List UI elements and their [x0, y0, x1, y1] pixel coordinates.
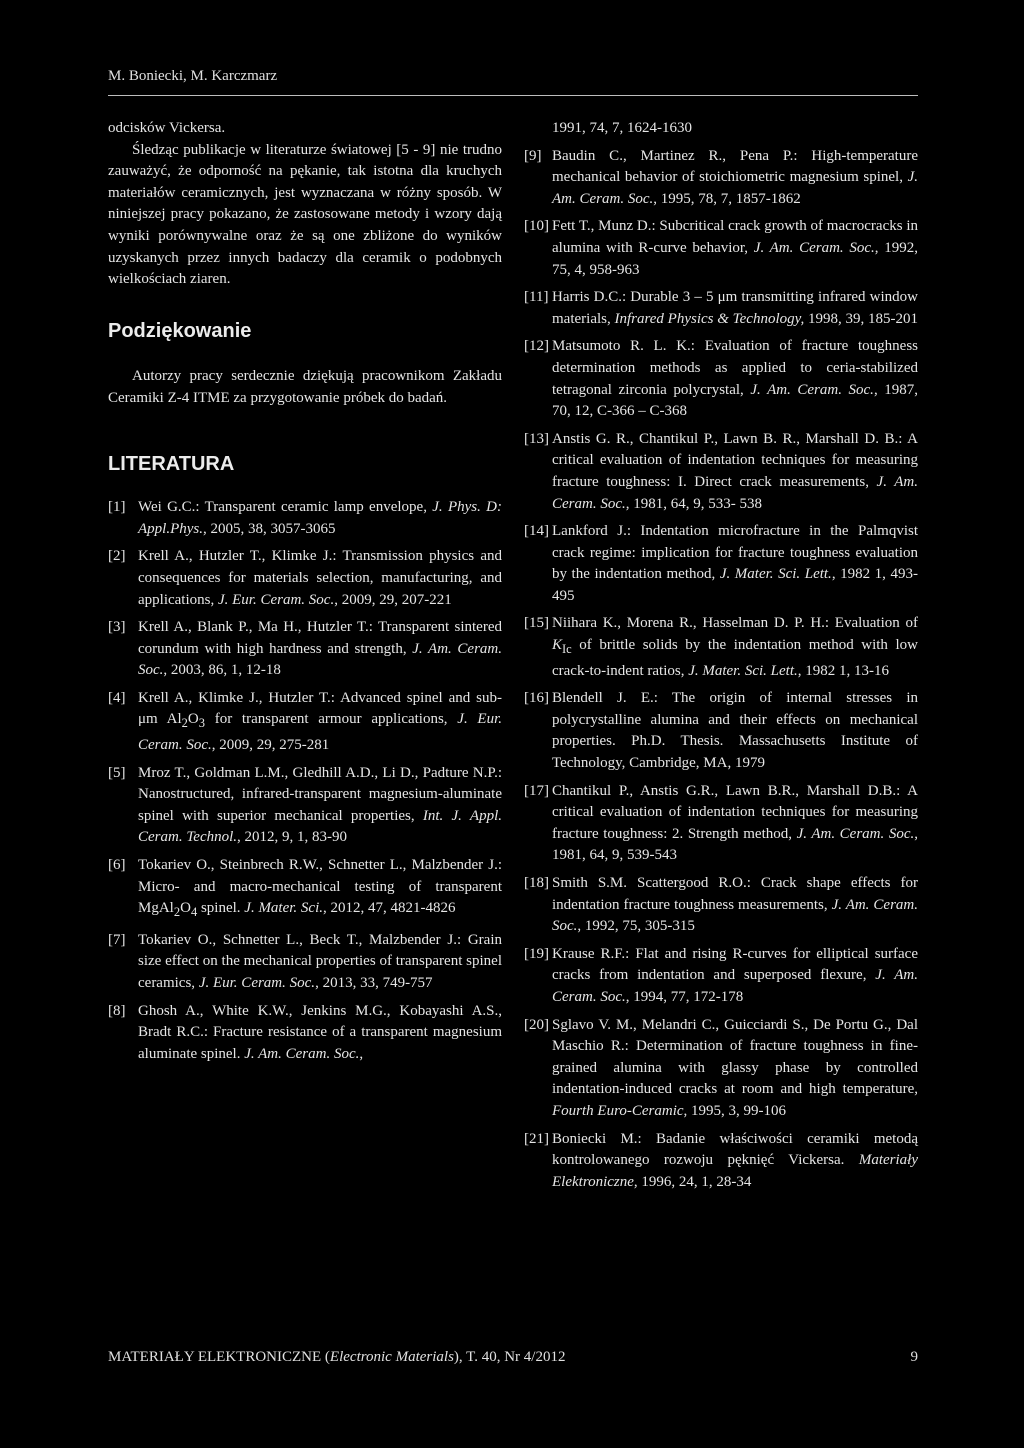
journal-name: MATERIAŁY ELEKTRONICZNE (Electronic Materials), T. 40, Nr 4/2012	[108, 1349, 566, 1365]
reference-item	[108, 930, 502, 995]
reference-number: [16]	[524, 690, 549, 707]
reference-number: [9]	[524, 147, 542, 164]
reference-item	[108, 855, 502, 924]
reference-number: [12]	[524, 338, 549, 355]
reference-item	[108, 617, 502, 682]
reference-text: Baudin C., Martinez R., Pena P.: High-temperature mechanical behavior of stoichiometric magnesium spinel, J. Am. Ceram. Soc., 1995, 78, 7, 1857-1862	[552, 147, 918, 207]
reference-text: Krell A., Hutzler T., Klimke J.: Transmission physics and consequences for materials selection, manufacturing, and applications, J. Eur. Ceram. Soc., 2009, 29, 207-221	[138, 548, 502, 608]
reference-text: Blendell J. E.: The origin of internal stresses in polycrystalline alumina and their effects on mechanical properties. Ph.D. Thesis. Massachusetts Institute of Technology, Cambridge, MA, 1979	[552, 690, 918, 772]
reference-number: [6]	[108, 857, 126, 874]
reference-item	[524, 944, 918, 1009]
reference-text: Smith S.M. Scattergood R.O.: Crack shape effects for indentation fracture toughness measurements, J. Am. Ceram. Soc., 1992, 75, 305-315	[552, 875, 918, 935]
reference-number: [21]	[524, 1130, 549, 1147]
paragraph-main: Śledząc publikacje w literaturze światowej [5 - 9] nie trudno zauważyć, że odporność na pękanie, tak istotna dla kruchych materiałów ceramicznych, jest wyznaczana w różny sposób. W niniejszej pracy pokazano, że zastosowane metody i wzory dają wyniki porównywalne oraz że są one zbliżone do wyników uzyskanych przez innych badaczy dla ceramik o podobnych wielkościach ziaren.	[108, 141, 502, 288]
reference-text: Chantikul P., Anstis G.R., Lawn B.R., Marshall D.B.: A critical evaluation of indentation techniques for measuring fracture toughness: 2. Strength method, J. Am. Ceram. Soc., 1981, 64, 9, 539-543	[552, 782, 918, 864]
reference-number: [14]	[524, 523, 549, 540]
reference-item	[524, 521, 918, 607]
reference-text: Matsumoto R. L. K.: Evaluation of fracture toughness determination methods as applied to ceria-stabilized tetragonal zirconia polycrystal, J. Am. Ceram. Soc., 1987, 70, 12, C-366 – C-368	[552, 338, 918, 420]
reference-text: Lankford J.: Indentation microfracture in the Palmqvist crack regime: implication for fracture toughness evaluation by the indentation method, J. Mater. Sci. Lett., 1982 1, 493-495	[552, 523, 918, 604]
reference-item	[524, 781, 918, 867]
reference-text: Krell A., Klimke J., Hutzler T.: Advanced spinel and sub-μm $Al_2O_3$ for transparent armour applications, J. Eur. Ceram. Soc., 2009, 29, 275-281	[138, 689, 503, 754]
reference-item	[108, 688, 502, 757]
reference-text: Mroz T., Goldman L.M., Gledhill A.D., Li D., Padture N.P.: Nanostructured, infrared-transparent magnesium-aluminate spinel with superior mechanical properties, Int. J. Appl. Ceram. Technol., 2012, 9, 1, 83-90	[138, 764, 502, 846]
reference-item	[108, 763, 502, 849]
reference-item	[524, 688, 918, 774]
reference-text: Niihara K., Morena R., Hasselman D. P. H.: Evaluation of $K_{Ic}$ of brittle solids by the indentation method with low crack-to-indent ratios, J. Mater. Sci. Lett., 1982 1, 13-16	[552, 615, 918, 679]
reference-number: [19]	[524, 945, 549, 962]
reference-number: [11]	[524, 289, 549, 306]
reference-number: [1]	[108, 499, 126, 516]
reference-item	[524, 336, 918, 422]
left-column	[108, 118, 502, 1071]
reference-item	[524, 1015, 918, 1123]
reference-text: Tokariev O., Schnetter L., Beck T., Malzbender J.: Grain size effect on the mechanical properties of transparent spinel ceramics, J. Eur. Ceram. Soc., 2013, 33, 749-757	[138, 931, 502, 991]
reference-item	[108, 497, 502, 540]
running-header: M. Boniecki, M. Karczmarz	[108, 68, 278, 84]
right-column	[524, 118, 918, 1199]
reference-item	[524, 216, 918, 281]
reference-item	[524, 613, 918, 682]
reference-item	[108, 1001, 502, 1066]
reference-continuation: 1991, 74, 7, 1624-1630	[552, 120, 692, 136]
reference-text: Harris D.C.: Durable 3 – 5 μm transmitting infrared window materials, Infrared Physics & Technology, 1998, 39, 185-201	[552, 289, 918, 327]
reference-item	[524, 287, 918, 330]
reference-text: Ghosh A., White K.W., Jenkins M.G., Kobayashi A.S., Bradt R.C.: Fracture resistance of a transparent magnesium aluminate spinel. J. Am. Ceram. Soc.,	[138, 1002, 502, 1062]
reference-number: [15]	[524, 615, 549, 632]
reference-text: Fett T., Munz D.: Subcritical crack growth of macrocracks in alumina with R-curve behavior, J. Am. Ceram. Soc., 1992, 75, 4, 958-963	[552, 218, 919, 278]
reference-number: [5]	[108, 764, 126, 781]
reference-number: [2]	[108, 548, 126, 565]
paragraph-continuation: odcisków Vickersa.	[108, 120, 226, 136]
reference-number: [20]	[524, 1016, 549, 1033]
reference-text: Wei G.C.: Transparent ceramic lamp envelope, J. Phys. D: Appl.Phys., 2005, 38, 3057-3065	[138, 499, 502, 537]
reference-number: [18]	[524, 875, 549, 891]
reference-item	[524, 429, 918, 515]
reference-item	[524, 873, 918, 938]
reference-item	[524, 1129, 918, 1194]
reference-number: [7]	[108, 931, 126, 948]
running-footer	[108, 1349, 918, 1366]
acknowledgement-heading: Podziękowanie	[108, 319, 252, 342]
reference-number: [3]	[108, 619, 126, 636]
reference-number: [10]	[524, 218, 549, 235]
header-rule	[108, 95, 918, 96]
reference-text: Krell A., Blank P., Ma H., Hutzler T.: Transparent sintered corundum with high hardness and strength, J. Am. Ceram. Soc., 2003, 86, 1, 12-18	[138, 619, 503, 679]
reference-text: Anstis G. R., Chantikul P., Lawn B. R., Marshall D. B.: A critical evaluation of indentation techniques for measuring fracture toughness: I. Direct crack measurements, J. Am. Ceram. Soc., 1981, 64, 9, 533- 538	[552, 430, 918, 512]
reference-text: Tokariev O., Steinbrech R.W., Schnetter L., Malzbender J.: Micro- and macro-mechanical testing of transparent $MgAl_2O_4$ spinel. J. Mater. Sci., 2012, 47, 4821-4826	[138, 857, 502, 920]
acknowledgement-text: Autorzy pracy serdecznie dziękują pracownikom Zakładu Ceramiki Z-4 ITME za przygotowanie próbek do badań.	[108, 368, 502, 406]
reference-number: [17]	[524, 782, 549, 799]
reference-item	[108, 546, 502, 611]
reference-text: Sglavo V. M., Melandri C., Guicciardi S., De Portu G., Dal Maschio R.: Determination of fracture toughness in fine-grained alumina with glassy phase by controlled indentation-induced cracks at room and high temperature, Fourth Euro-Ceramic, 1995, 3, 99-106	[552, 1016, 918, 1119]
reference-number: [4]	[108, 689, 126, 706]
references-heading: LITERATURA	[108, 452, 235, 475]
reference-text: Krause R.F.: Flat and rising R-curves for elliptical surface cracks from indentation and superposed flexure, J. Am. Ceram. Soc., 1994, 77, 172-178	[552, 945, 918, 1005]
reference-number: [13]	[524, 430, 549, 447]
reference-number: [8]	[108, 1002, 126, 1019]
reference-item	[524, 146, 918, 211]
page-number: 9	[910, 1349, 918, 1365]
reference-text: Boniecki M.: Badanie właściwości ceramiki metodą kontrolowanego rozwoju pęknięć Vickersa. Materiały Elektroniczne, 1996, 24, 1, 28-34	[552, 1130, 918, 1190]
